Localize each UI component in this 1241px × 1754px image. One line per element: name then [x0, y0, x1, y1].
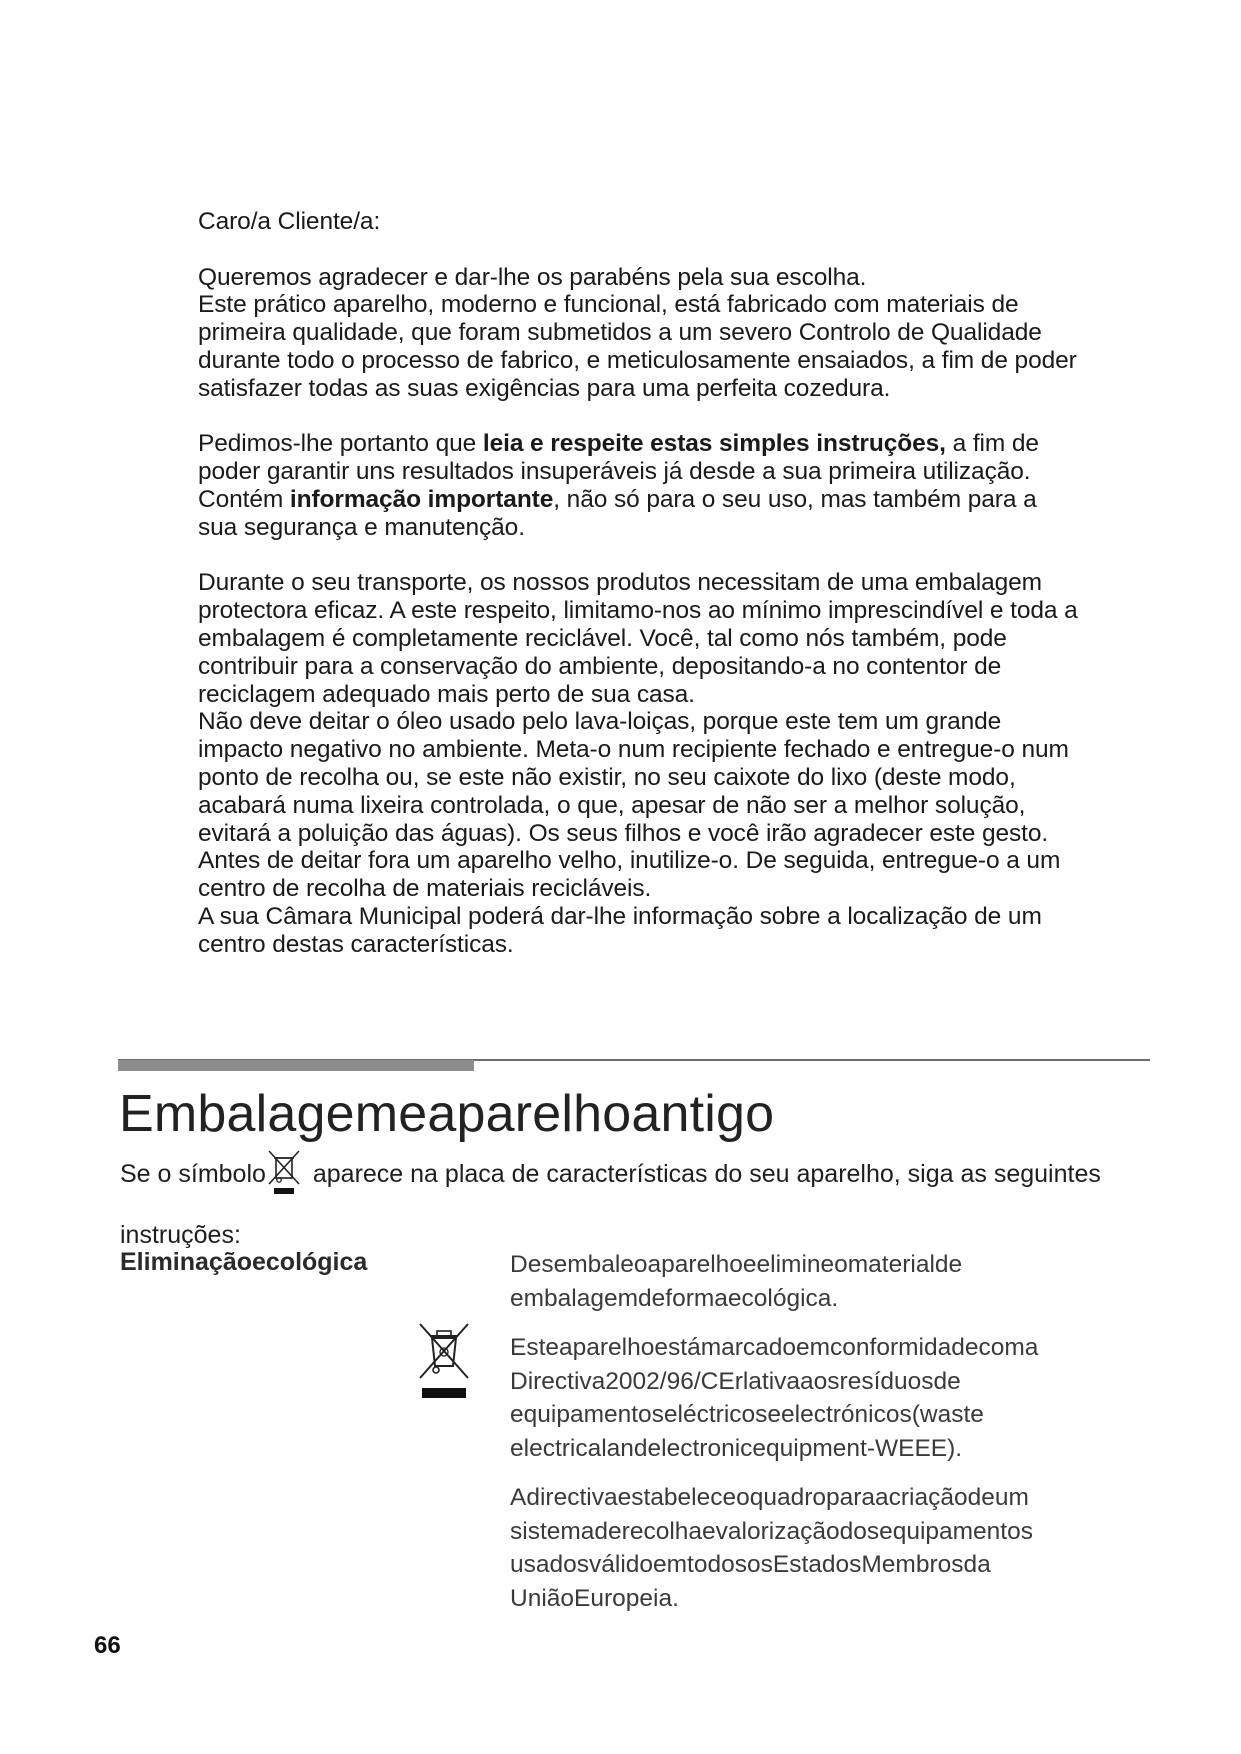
section-divider-accent [118, 1060, 474, 1071]
paragraph-1-line-1: Queremos agradecer e dar-lhe os parabéns pela sua escolha. [198, 263, 867, 291]
disposal-text [510, 1248, 1130, 1631]
paragraph-2-post: , não só para o seu uso, mas também para a sua segurança e manutenção. [198, 485, 1037, 541]
intro-after-icon: aparece na placa de características do seu aparelho, siga as seguintes instruções: [120, 1160, 1101, 1249]
paragraph-3-municipality: A sua Câmara Municipal poderá dar-lhe informação sobre a localização de um centro destas características. [198, 902, 1042, 958]
weee-bin-icon [418, 1322, 470, 1405]
letter-paragraph-3 [198, 569, 1078, 958]
paragraph-3-oil: Não deve deitar o óleo usado pelo lava-loiças, porque este tem um grande impacto negativo no ambiente. Meta-o num recipiente fechado e entregue-o num ponto de recolha ou, se este não existir, no seu caixote do lixo (deste modo, acabará numa lixeira controlada, o que, apesar de não ser a melhor solução, evitará a poluição das águas). Os seus filhos e você irão agradecer este gesto. [198, 708, 1069, 847]
letter-body [198, 208, 1078, 959]
section-title: Embalagemeaparelhoantigo [119, 1085, 775, 1143]
paragraph-3-old-appliance: Antes de deitar fora um aparelho velho, inutilize-o. De seguida, entregue-o a um centro de recolha de materiais recicláveis. [198, 847, 1061, 903]
intro-before-icon: Se o símbolo [120, 1160, 266, 1188]
page-number: 66 [94, 1632, 121, 1659]
crossed-out-wheelie-bin-icon [268, 1150, 300, 1212]
subheading-ecological-disposal: Eliminaçãoecológica [120, 1248, 368, 1276]
disposal-paragraph-2: Esteaparelhoestámarcadoemconformidadecoma Directiva2002/96/CErlativaaosresíduosde equipamentoseléctricoseelectrónicos(waste electricalandelectronicequipment-WEEE). [510, 1334, 1039, 1462]
paragraph-2-pre: Pedimos-lhe portanto que [198, 430, 483, 458]
section-intro [120, 1150, 1120, 1259]
disposal-paragraph-3: Adirectivaestabeleceoquadroparaacriaçãodeum sistemaderecolhaevalorizaçãodosequipamentos usadosválidoemtodososEstadosMembrosda UniãoEuropeia. [510, 1484, 1033, 1612]
paragraph-2-mid: a fim de poder garantir uns resultados insuperáveis já desde a sua primeira utilização. Contém [198, 430, 1039, 513]
disposal-paragraph-1: Desembaleoaparelhoeelimineomaterialde embalagemdeformaecológica. [510, 1251, 963, 1312]
letter-paragraph-2 [198, 430, 1078, 541]
paragraph-1-rest: Este prático aparelho, moderno e funcional, está fabricado com materiais de primeira qualidade, que foram submetidos a um severo Controlo de Qualidade durante todo o processo de fabrico, e meticulosamente ensaiados, a fim de poder satisfazer todas as suas exigências para uma perfeita cozedura. [198, 291, 1077, 402]
salutation: Caro/a Cliente/a: [198, 208, 381, 235]
paragraph-2-emphasis-2: informação importante [289, 485, 554, 513]
paragraph-2-emphasis-1: leia e respeite estas simples instruções, [482, 430, 946, 458]
paragraph-3-packaging: Durante o seu transporte, os nossos produtos necessitam de uma embalagem protectora eficaz. A este respeito, limitamo-nos ao mínimo imprescindível e toda a embalagem é completamente reciclável. Você, tal como nós também, pode contribuir para a conservação do ambiente, depositando-a no contentor de reciclagem adequado mais perto de sua casa. [198, 569, 1078, 708]
letter-paragraph-1 [198, 264, 1078, 403]
